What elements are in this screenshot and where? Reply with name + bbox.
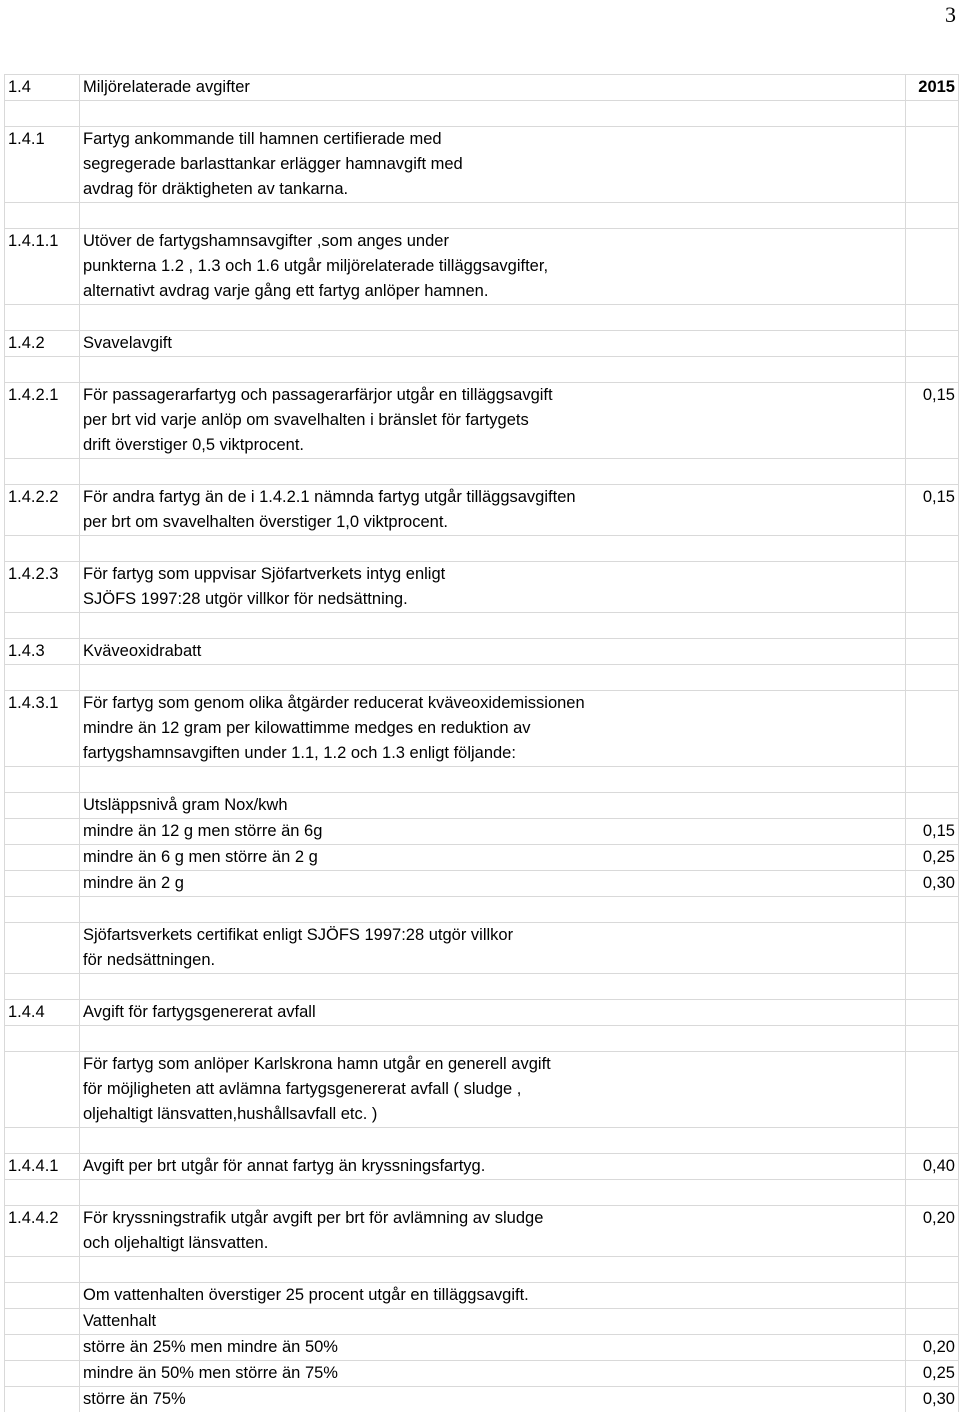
- fee-table: [4, 74, 959, 1412]
- table-row: [5, 819, 959, 845]
- row-text: större än 75%: [80, 1387, 906, 1412]
- section-code: [5, 819, 80, 845]
- section-code: [5, 408, 80, 433]
- row-text: punkterna 1.2 , 1.3 och 1.6 utgår miljörelaterade tilläggsavgifter,: [80, 254, 906, 279]
- row-text: för möjligheten att avlämna fartygsgenererat avfall ( sludge ,: [80, 1077, 906, 1102]
- fee-value: 0,15: [906, 383, 959, 409]
- table-row: [5, 229, 959, 255]
- section-code: [5, 923, 80, 949]
- fee-value: [906, 331, 959, 357]
- table-row: [5, 485, 959, 511]
- table-row: [5, 1309, 959, 1335]
- row-text: [80, 1026, 906, 1052]
- fee-value: [906, 948, 959, 974]
- row-text: [80, 665, 906, 691]
- row-text: [80, 459, 906, 485]
- row-text: per brt vid varje anlöp om svavelhalten i bränslet för fartygets: [80, 408, 906, 433]
- row-text: [80, 897, 906, 923]
- section-code: [5, 1257, 80, 1283]
- fee-value: [906, 741, 959, 767]
- table-row: [5, 305, 959, 331]
- section-code: [5, 974, 80, 1000]
- fee-value: [906, 613, 959, 639]
- fee-value: [906, 152, 959, 177]
- fee-value: 0,20: [906, 1335, 959, 1361]
- section-code: [5, 1231, 80, 1257]
- row-text: mindre än 12 g men större än 6g: [80, 819, 906, 845]
- table-row: [5, 1154, 959, 1180]
- fee-value: [906, 1102, 959, 1128]
- row-text: Utsläppsnivå gram Nox/kwh: [80, 793, 906, 819]
- table-row: [5, 871, 959, 897]
- section-code: [5, 101, 80, 127]
- row-text: Svavelavgift: [80, 331, 906, 357]
- section-code: [5, 741, 80, 767]
- section-code: [5, 948, 80, 974]
- fee-value: [906, 1283, 959, 1309]
- row-text: [80, 1257, 906, 1283]
- table-row: [5, 510, 959, 536]
- section-code: [5, 254, 80, 279]
- table-row: [5, 408, 959, 433]
- fee-value: [906, 1257, 959, 1283]
- table-row: [5, 691, 959, 717]
- table-row: [5, 1052, 959, 1078]
- table-row: [5, 203, 959, 229]
- fee-value: [906, 305, 959, 331]
- row-text: mindre än 12 gram per kilowattimme medges en reduktion av: [80, 716, 906, 741]
- section-code: [5, 1026, 80, 1052]
- section-code: 1.4.4.1: [5, 1154, 80, 1180]
- fee-value: [906, 665, 959, 691]
- row-text: Avgift per brt utgår för annat fartyg än kryssningsfartyg.: [80, 1154, 906, 1180]
- section-code: 1.4.3.1: [5, 691, 80, 717]
- section-code: 1.4.2.3: [5, 562, 80, 588]
- fee-value: [906, 177, 959, 203]
- fee-value: [906, 974, 959, 1000]
- table-row: [5, 177, 959, 203]
- row-text: SJÖFS 1997:28 utgör villkor för nedsättning.: [80, 587, 906, 613]
- table-row: [5, 1128, 959, 1154]
- table-row: [5, 587, 959, 613]
- row-text: Miljörelaterade avgifter: [80, 75, 906, 101]
- fee-value: [906, 691, 959, 717]
- fee-value: [906, 767, 959, 793]
- section-code: [5, 536, 80, 562]
- section-code: [5, 871, 80, 897]
- fee-value: 0,25: [906, 1361, 959, 1387]
- table-row: [5, 665, 959, 691]
- row-text: [80, 357, 906, 383]
- fee-value: [906, 357, 959, 383]
- section-code: 1.4: [5, 75, 80, 101]
- row-text: [80, 1128, 906, 1154]
- table-row: [5, 767, 959, 793]
- row-text: Fartyg ankommande till hamnen certifierade med: [80, 127, 906, 153]
- section-code: [5, 152, 80, 177]
- section-code: [5, 1180, 80, 1206]
- fee-value: 0,40: [906, 1154, 959, 1180]
- table-row: [5, 845, 959, 871]
- section-code: [5, 1077, 80, 1102]
- table-row: [5, 331, 959, 357]
- fee-table-body: [5, 75, 959, 1412]
- table-row: [5, 101, 959, 127]
- row-text: Sjöfartsverkets certifikat enligt SJÖFS 1997:28 utgör villkor: [80, 923, 906, 949]
- section-code: [5, 1335, 80, 1361]
- fee-value: [906, 279, 959, 305]
- fee-value: 0,30: [906, 871, 959, 897]
- table-row: [5, 1077, 959, 1102]
- section-code: [5, 1361, 80, 1387]
- table-row: [5, 459, 959, 485]
- table-row: [5, 923, 959, 949]
- fee-value: [906, 587, 959, 613]
- row-text: och oljehaltigt länsvatten.: [80, 1231, 906, 1257]
- row-text: [80, 536, 906, 562]
- row-text: [80, 1180, 906, 1206]
- row-text: oljehaltigt länsvatten,hushållsavfall etc. ): [80, 1102, 906, 1128]
- table-row: [5, 613, 959, 639]
- fee-value: [906, 1180, 959, 1206]
- section-code: [5, 1387, 80, 1412]
- section-code: [5, 1309, 80, 1335]
- table-row: [5, 536, 959, 562]
- table-row: [5, 152, 959, 177]
- table-row: [5, 1257, 959, 1283]
- section-code: 1.4.2.2: [5, 485, 80, 511]
- row-text: [80, 305, 906, 331]
- section-code: [5, 279, 80, 305]
- table-row: [5, 357, 959, 383]
- table-row: [5, 716, 959, 741]
- table-row: [5, 127, 959, 153]
- section-code: [5, 845, 80, 871]
- row-text: För fartyg som anlöper Karlskrona hamn utgår en generell avgift: [80, 1052, 906, 1078]
- fee-value: [906, 433, 959, 459]
- table-row: [5, 1206, 959, 1232]
- fee-value: [906, 1052, 959, 1078]
- section-code: [5, 177, 80, 203]
- row-text: mindre än 50% men större än 75%: [80, 1361, 906, 1387]
- fee-value: [906, 1000, 959, 1026]
- fee-value: [906, 408, 959, 433]
- table-row: [5, 1335, 959, 1361]
- section-code: [5, 510, 80, 536]
- row-text: För passagerarfartyg och passagerarfärjor utgår en tilläggsavgift: [80, 383, 906, 409]
- row-text: För andra fartyg än de i 1.4.2.1 nämnda fartyg utgår tilläggsavgiften: [80, 485, 906, 511]
- table-row: [5, 1231, 959, 1257]
- fee-value: 0,15: [906, 485, 959, 511]
- fee-value: [906, 793, 959, 819]
- fee-value: [906, 254, 959, 279]
- section-code: 1.4.2.1: [5, 383, 80, 409]
- table-row: [5, 1361, 959, 1387]
- table-row: [5, 639, 959, 665]
- table-row: [5, 741, 959, 767]
- section-code: 1.4.4: [5, 1000, 80, 1026]
- fee-value: 0,15: [906, 819, 959, 845]
- row-text: Avgift för fartygsgenererat avfall: [80, 1000, 906, 1026]
- row-text: avdrag för dräktigheten av tankarna.: [80, 177, 906, 203]
- fee-value: [906, 459, 959, 485]
- row-text: [80, 101, 906, 127]
- section-code: [5, 793, 80, 819]
- section-code: [5, 433, 80, 459]
- fee-value: [906, 536, 959, 562]
- row-text: För fartyg som uppvisar Sjöfartverkets intyg enligt: [80, 562, 906, 588]
- row-text: segregerade barlasttankar erlägger hamnavgift med: [80, 152, 906, 177]
- fee-value: [906, 203, 959, 229]
- table-row: [5, 793, 959, 819]
- table-row: [5, 1180, 959, 1206]
- fee-value: 0,25: [906, 845, 959, 871]
- table-row: [5, 1026, 959, 1052]
- table-row: [5, 383, 959, 409]
- fee-value: [906, 229, 959, 255]
- fee-value: [906, 639, 959, 665]
- table-row: [5, 948, 959, 974]
- row-text: alternativt avdrag varje gång ett fartyg anlöper hamnen.: [80, 279, 906, 305]
- row-text: Om vattenhalten överstiger 25 procent utgår en tilläggsavgift.: [80, 1283, 906, 1309]
- table-row: [5, 279, 959, 305]
- row-text: mindre än 2 g: [80, 871, 906, 897]
- fee-value: [906, 1309, 959, 1335]
- table-row: [5, 897, 959, 923]
- fee-value: [906, 101, 959, 127]
- section-code: [5, 716, 80, 741]
- section-code: [5, 357, 80, 383]
- section-code: 1.4.1: [5, 127, 80, 153]
- row-text: [80, 203, 906, 229]
- section-code: [5, 767, 80, 793]
- section-code: [5, 1052, 80, 1078]
- row-text: fartygshamnsavgiften under 1.1, 1.2 och 1.3 enligt följande:: [80, 741, 906, 767]
- fee-value: [906, 510, 959, 536]
- section-code: [5, 665, 80, 691]
- table-row: [5, 254, 959, 279]
- table-row: [5, 1000, 959, 1026]
- section-code: [5, 1283, 80, 1309]
- fee-value: [906, 127, 959, 153]
- row-text: större än 25% men mindre än 50%: [80, 1335, 906, 1361]
- table-row: [5, 1102, 959, 1128]
- page-number: 3: [945, 2, 956, 28]
- table-row: [5, 75, 959, 101]
- fee-value: 0,30: [906, 1387, 959, 1412]
- table-row: [5, 433, 959, 459]
- section-code: [5, 587, 80, 613]
- row-text: per brt om svavelhalten överstiger 1,0 viktprocent.: [80, 510, 906, 536]
- section-code: 1.4.1.1: [5, 229, 80, 255]
- section-code: 1.4.2: [5, 331, 80, 357]
- fee-value: [906, 1128, 959, 1154]
- table-row: [5, 974, 959, 1000]
- row-text: Kväveoxidrabatt: [80, 639, 906, 665]
- row-text: för nedsättningen.: [80, 948, 906, 974]
- row-text: Utöver de fartygshamnsavgifter ,som anges under: [80, 229, 906, 255]
- fee-value: [906, 1026, 959, 1052]
- section-code: 1.4.4.2: [5, 1206, 80, 1232]
- table-row: [5, 1387, 959, 1412]
- row-text: För fartyg som genom olika åtgärder reducerat kväveoxidemissionen: [80, 691, 906, 717]
- section-code: [5, 1102, 80, 1128]
- row-text: [80, 767, 906, 793]
- table-row: [5, 1283, 959, 1309]
- fee-value: [906, 1231, 959, 1257]
- section-code: [5, 459, 80, 485]
- fee-value: [906, 923, 959, 949]
- year-value: 2015: [906, 75, 959, 101]
- section-code: [5, 203, 80, 229]
- section-code: [5, 897, 80, 923]
- row-text: För kryssningstrafik utgår avgift per brt för avlämning av sludge: [80, 1206, 906, 1232]
- row-text: mindre än 6 g men större än 2 g: [80, 845, 906, 871]
- row-text: drift överstiger 0,5 viktprocent.: [80, 433, 906, 459]
- fee-value: [906, 562, 959, 588]
- section-code: [5, 305, 80, 331]
- row-text: [80, 613, 906, 639]
- fee-value: [906, 1077, 959, 1102]
- section-code: 1.4.3: [5, 639, 80, 665]
- section-code: [5, 613, 80, 639]
- row-text: [80, 974, 906, 1000]
- fee-value: 0,20: [906, 1206, 959, 1232]
- fee-value: [906, 897, 959, 923]
- section-code: [5, 1128, 80, 1154]
- row-text: Vattenhalt: [80, 1309, 906, 1335]
- table-row: [5, 562, 959, 588]
- fee-value: [906, 716, 959, 741]
